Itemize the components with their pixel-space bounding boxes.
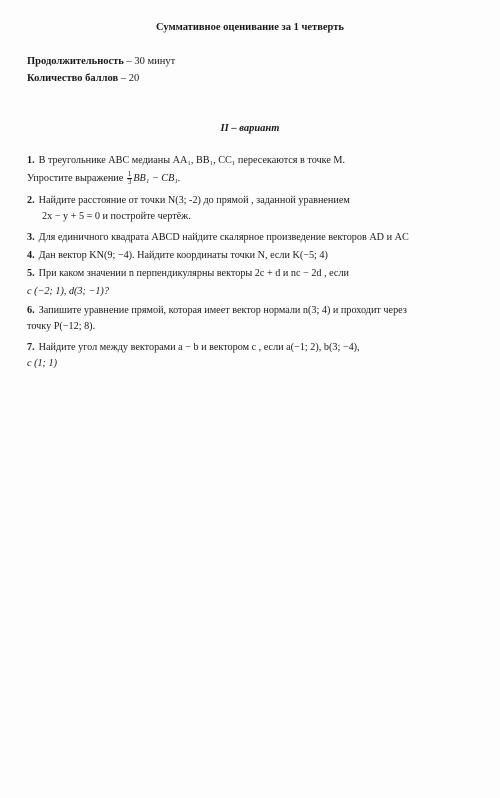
task-number: 4. [27, 250, 35, 261]
task-7 [27, 342, 360, 354]
duration-label: Продолжительность [27, 56, 124, 67]
task-number: 6. [27, 305, 35, 316]
task-1 [27, 155, 345, 167]
task-number: 5. [27, 268, 35, 279]
task-text: Запишите уравнение прямой, которая имеет вектор нормали n(3; 4) и проходит через [38, 305, 407, 316]
task-number: 3. [27, 232, 35, 243]
task-number: 7. [27, 342, 35, 353]
task-text: Для единичного квадрата ABCD найдите скалярное произведение векторов AD и AC [38, 232, 409, 243]
task-text: Дан вектор KN(9; −4). Найдите координаты точки N, если K(−5; 4) [38, 250, 328, 261]
task-1-continuation [27, 171, 180, 186]
task-number: 1. [27, 155, 35, 166]
task-text: c (−2; 1), d(3; −1)? [27, 286, 109, 297]
task-text: 2x − y + 5 = 0 и постройте чертёж. [42, 211, 191, 222]
duration-line [27, 56, 175, 67]
task-text: точку P(−12; 8). [27, 321, 96, 332]
points-value: – 20 [118, 73, 140, 84]
page-title: Суммативное оценивание за 1 четверть [156, 22, 344, 33]
task-3 [27, 232, 409, 244]
task-2 [27, 195, 350, 207]
task-text: Найдите расстояние от точки N(3; -2) до прямой , заданной уравнением [38, 195, 350, 206]
variant-heading: II – вариант [220, 123, 280, 134]
task-5 [27, 268, 349, 280]
duration-value: – 30 минут [123, 56, 176, 67]
task-text: Найдите угол между векторами a − b и вектором c , если a(−1; 2), b(3; −4), [38, 342, 360, 353]
task-text: В треугольнике ABC медианы AA₁, BB₁, CC₁ пересекаются в точке M. [38, 155, 346, 166]
task-7-continuation [27, 358, 57, 370]
fraction-denominator: 3 [127, 178, 132, 186]
task-5-continuation [27, 286, 109, 298]
task-2-continuation [42, 211, 191, 223]
task-text: При каком значении n перпендикулярны векторы 2c + d и nc − 2d , если [38, 268, 349, 279]
task-4 [27, 250, 328, 262]
task-number: 2. [27, 195, 35, 206]
task-6-continuation [27, 321, 95, 333]
task-text: c (1; 1) [27, 358, 57, 369]
points-label: Количество баллов [27, 73, 119, 84]
task-text: Упростите выражение [27, 172, 124, 184]
task-6 [27, 305, 407, 317]
points-line [27, 73, 139, 84]
fraction-numerator: 1 [127, 170, 132, 178]
task-expression: BB₁ − CB₁. [133, 172, 181, 184]
fraction [127, 171, 133, 186]
